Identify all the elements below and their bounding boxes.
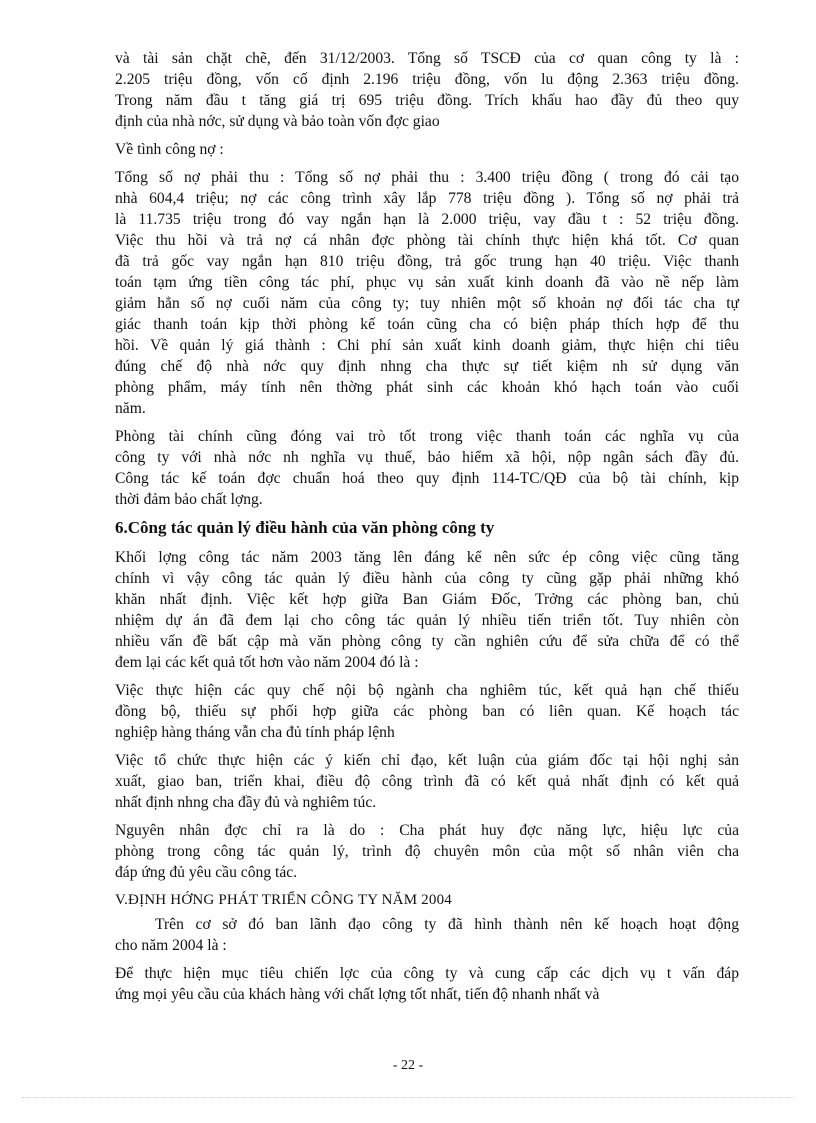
text-line: Khối lợng công tác năm 2003 tăng lên đáng kể nên sức ép công việc cũng tăng — [115, 549, 739, 566]
text-line: Trên cơ sở đó ban lãnh đạo công ty đã hình thành nên kế hoạch hoạt động — [155, 916, 739, 933]
page-number: - 22 - — [392, 1058, 424, 1073]
text-line: cho năm 2004 là : — [115, 937, 227, 954]
text-line: hồi. Về quản lý giá thành : Chi phí sản xuất kinh doanh giảm, thực hiện chi tiêu — [115, 337, 739, 354]
text-line: và tài sản chặt chẽ, đến 31/12/2003. Tổng số TSCĐ của cơ quan công ty là : — [115, 50, 739, 67]
text-line: đã trả gốc vay ngắn hạn 810 triệu đồng, trả gốc trung hạn 40 triệu. Việc thanh — [115, 253, 739, 270]
section-v-heading: V.ĐỊNH HỚNG PHÁT TRIỂN CÔNG TY NĂM 2004 — [115, 892, 452, 908]
text-line: đồng bộ, thiếu sự phối hợp giữa các phòng ban có liên quan. Kế hoạch tác — [115, 703, 739, 720]
page-bottom-divider — [22, 1097, 794, 1098]
text-line: nhiều vấn đề bất cập mà văn phòng công ty cần nghiên cứu để sửa chữa để có thể — [115, 633, 739, 650]
text-line: nghiệp hàng tháng vẫn cha đủ tính pháp lệnh — [115, 724, 395, 741]
text-line: phòng trong công tác quản lý, trình độ chuyên môn của một số nhân viên cha — [115, 843, 739, 860]
text-line: Để thực hiện mục tiêu chiến lợc của công ty và cung cấp các dịch vụ t vấn đáp — [115, 965, 739, 982]
text-line: giác thanh toán kịp thời phòng kế toán cũng cha có biện pháp thích hợp để thu — [115, 316, 739, 333]
text-line: giảm hẳn số nợ cuối năm của công ty; tuy nhiên một số khoản nợ đối tác cha tự — [115, 295, 739, 312]
management-section — [115, 547, 739, 883]
paragraph-p4 — [115, 426, 739, 510]
text-line: Công tác kế toán đợc chuẩn hoá theo quy định 114-TC/QĐ của bộ tài chính, kịp — [115, 470, 739, 487]
text-line: ứng mọi yêu cầu của khách hàng với chất lợng tốt nhất, tiến độ nhanh nhất và — [115, 986, 600, 1003]
text-line: Việc thực hiện các quy chế nội bộ ngành cha nghiêm túc, kết quả hạn chế thiếu — [115, 682, 739, 699]
text-line: xuất, giao ban, triển khai, điều độ công trình đã có kết quả nhất định có kết quả — [115, 773, 739, 790]
text-line: chính vì vậy công tác quản lý điều hành của công ty cũng gặp phải những khó — [115, 570, 739, 587]
paragraph-p1 — [115, 48, 739, 132]
paragraph-p6 — [115, 680, 739, 743]
finance-section — [115, 48, 739, 510]
text-line: nhất định nhng cha đầy đủ và nghiêm túc. — [115, 794, 377, 811]
text-line: 2.205 triệu đồng, vốn cố định 2.196 triệu đồng, vốn lu động 2.363 triệu đồng. — [115, 71, 739, 88]
paragraph-p2 — [115, 139, 739, 160]
text-line: Trong năm đầu t tăng giá trị 695 triệu đồng. Trích khấu hao đầy đủ theo quy — [115, 92, 739, 109]
document-page — [115, 48, 739, 1012]
text-line: định của nhà nớc, sử dụng và bảo toàn vốn đợc giao — [115, 113, 440, 130]
orientation-section — [115, 914, 739, 1005]
text-line: Việc thu hồi và trả nợ cá nhân đợc phòng tài chính thực hiện khá tốt. Cơ quan — [115, 232, 739, 249]
section-6-heading: 6.Công tác quản lý điều hành của văn phòng công ty — [115, 518, 495, 537]
text-line: Nguyên nhân đợc chỉ ra là do : Cha phát huy đợc năng lực, hiệu lực của — [115, 822, 739, 839]
text-line: là 11.735 triệu trong đó vay ngắn hạn là 2.000 triệu, vay đầu t : 52 triệu đồng. — [115, 211, 739, 228]
text-line: Phòng tài chính cũng đóng vai trò tốt trong việc thanh toán các nghĩa vụ của — [115, 428, 739, 445]
text-line: nhiệm dự án đã đem lại cho công tác quản lý nhiều tiến triển tốt. Tuy nhiên còn — [115, 612, 739, 629]
text-line: Tổng số nợ phải thu : Tổng số nợ phải thu : 3.400 triệu đồng ( trong đó cải tạo — [115, 169, 739, 186]
text-line: đem lại các kết quả tốt hơn vào năm 2004 đó là : — [115, 654, 419, 671]
text-line: Việc tổ chức thực hiện các ý kiến chỉ đạo, kết luận của giám đốc tại hội nghị sản — [115, 752, 739, 769]
text-line: toán tạm ứng tiền công tác phí, phục vụ sản xuất kinh doanh đã vào nề nếp làm — [115, 274, 739, 291]
paragraph-p10 — [115, 963, 739, 1005]
paragraph-p9 — [115, 914, 739, 956]
paragraph-p7 — [115, 750, 739, 813]
text-line: thời đảm bảo chất lợng. — [115, 491, 263, 508]
text-line: Về tình công nợ : — [115, 141, 224, 158]
text-line: năm. — [115, 400, 146, 417]
paragraph-p5 — [115, 547, 739, 673]
text-line: công ty với nhà nớc nh nghĩa vụ thuế, bảo hiểm xã hội, nộp ngân sách đầy đủ. — [115, 449, 739, 466]
paragraph-p8 — [115, 820, 739, 883]
text-line: đáp ứng đủ yêu cầu công tác. — [115, 864, 298, 881]
paragraph-p3 — [115, 167, 739, 419]
text-line: nhà 604,4 triệu; nợ các công trình xây lắp 778 triệu đồng ). Tổng số nợ phải trả — [115, 190, 739, 207]
text-line: phòng phẩm, máy tính nên thờng phát sinh các khoản khó hạch toán vào cuối — [115, 379, 739, 396]
text-line: đúng chế độ nhà nớc quy định nhng cha thực sự tiết kiệm nh sử dụng văn — [115, 358, 739, 375]
text-line: khăn nhất định. Việc kết hợp giữa Ban Giám Đốc, Trởng các phòng ban, chủ — [115, 591, 739, 608]
